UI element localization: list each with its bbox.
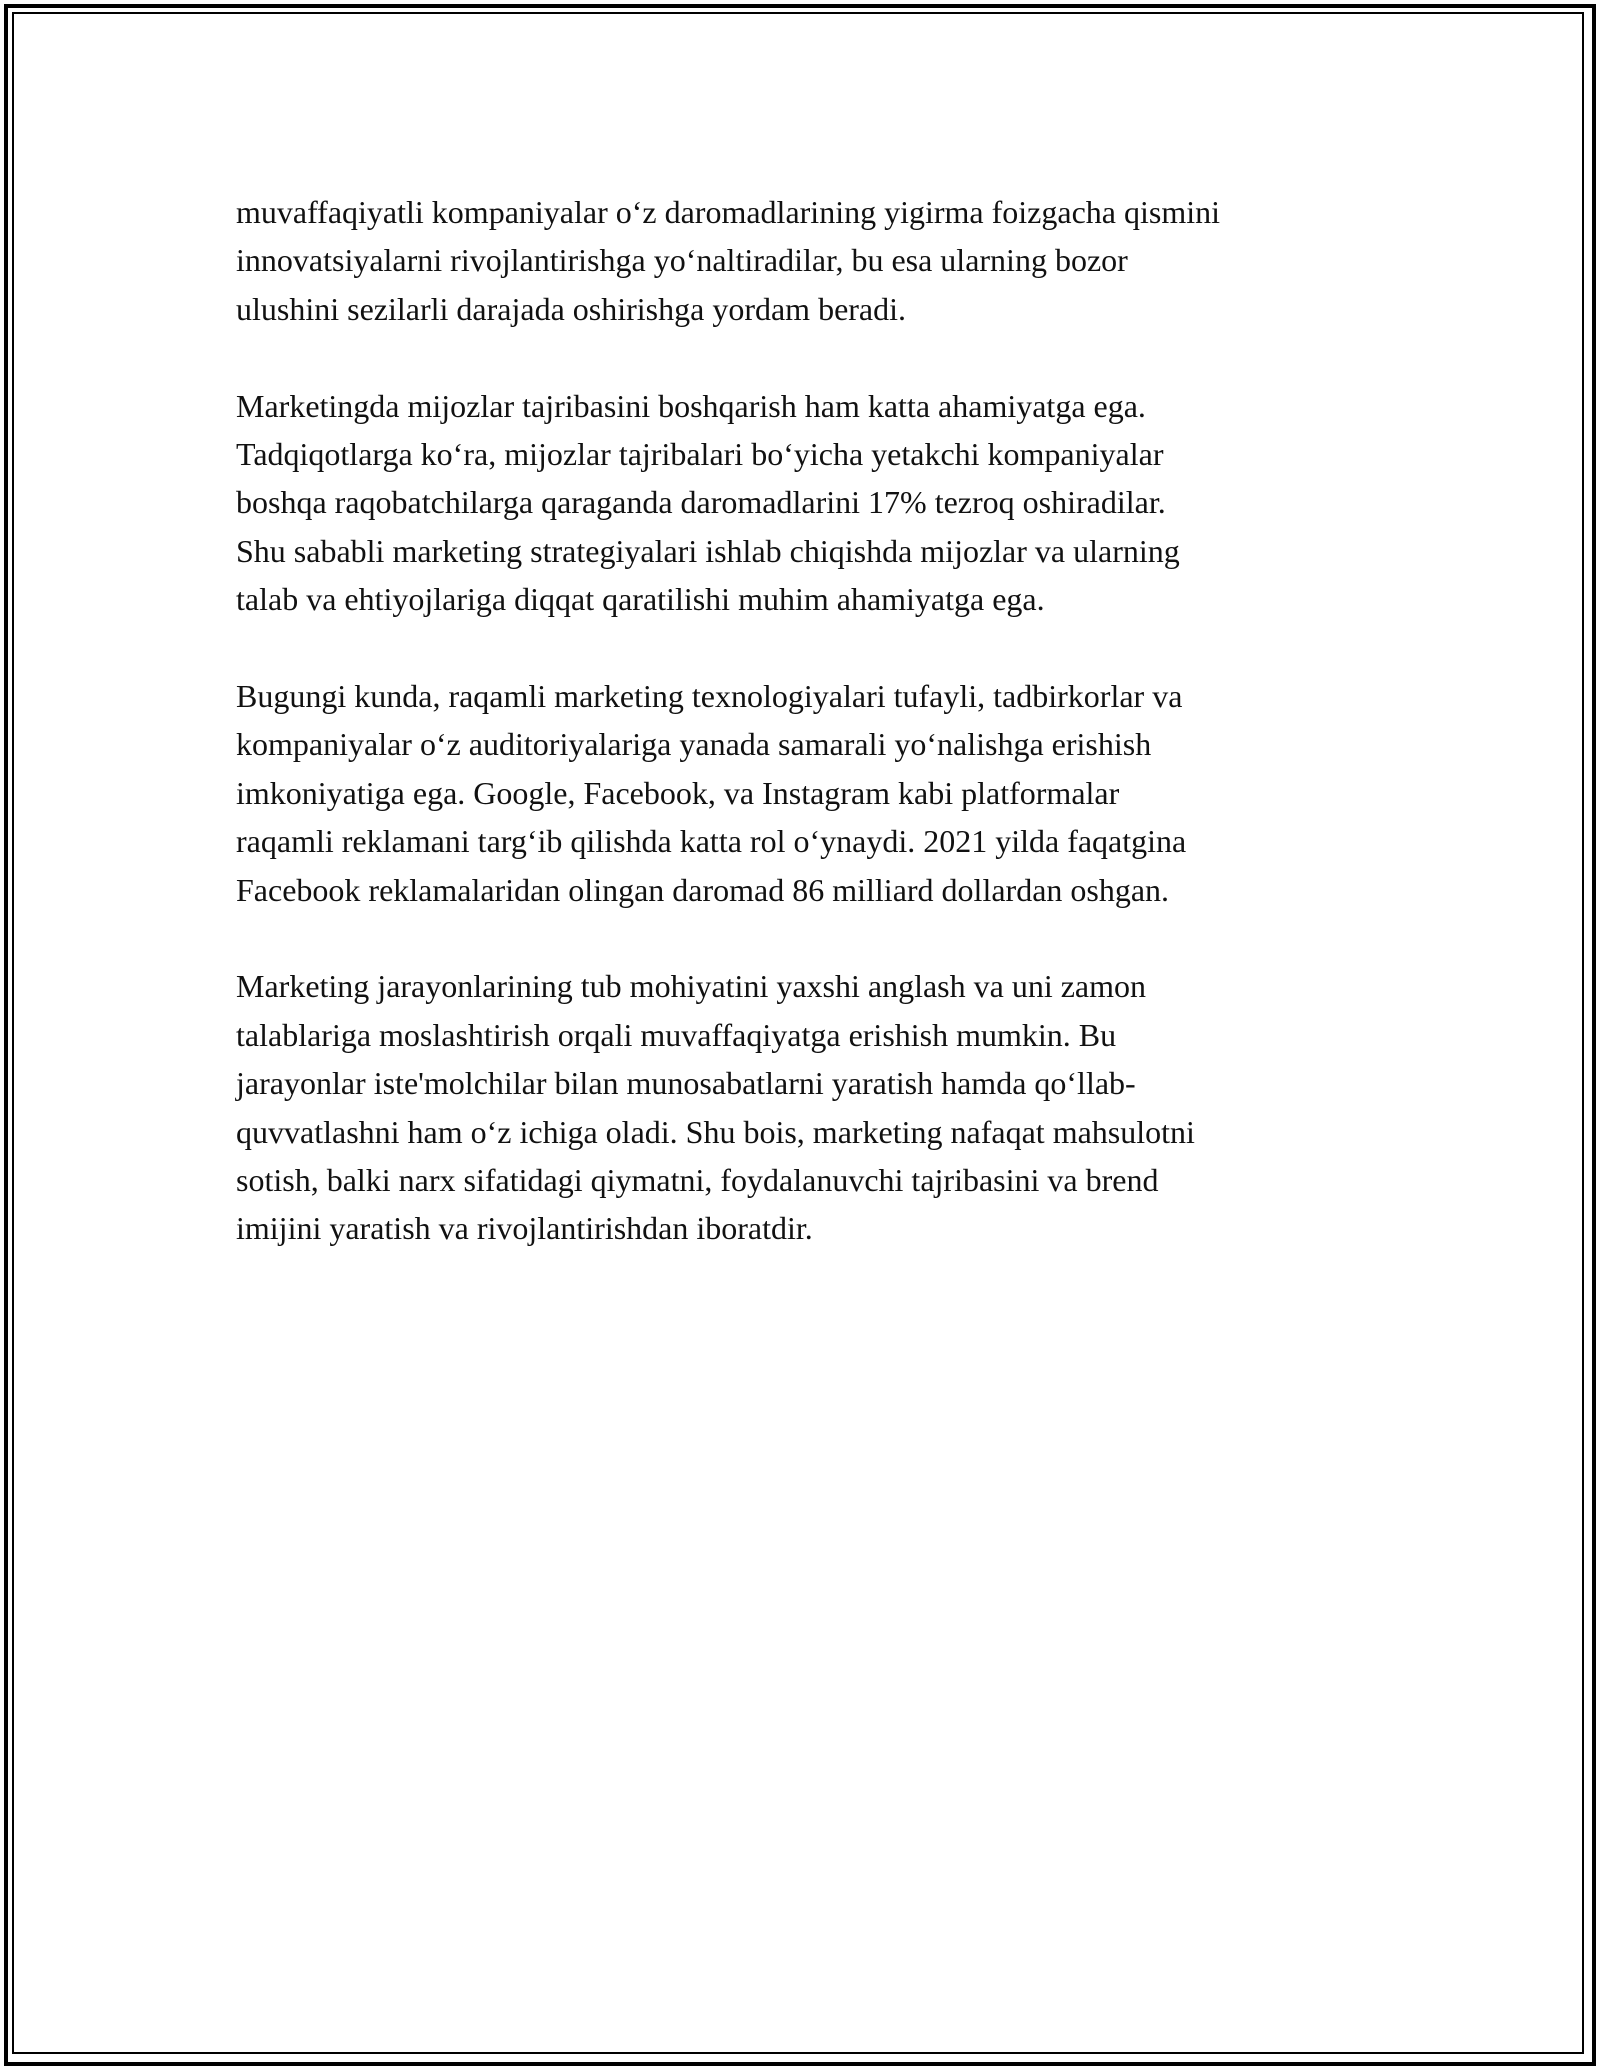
paragraph-4: Marketing jarayonlarining tub mohiyatini yaxshi anglash va uni zamon talablariga moslashtirish orqali muvaffaqiyatga erishish mumkin. Bu jarayonlar iste'molchilar bilan munosabatlarni yaratish hamda qo‘llab- quvvatlashni ham o‘z ichiga oladi. Shu bois, marketing nafaqat mahsulotni sotish, balki narx sifatidagi qiymatni, foydalanuvchi tajribasini va brend imijini yaratish va rivojlantirishdan iboratdir. <box>236 968 1195 1247</box>
paragraph-3: Bugungi kunda, raqamli marketing texnologiyalari tufayli, tadbirkorlar va kompaniyalar o‘z auditoriyalariga yanada samarali yo‘nalishga erishish imkoniyatiga ega. Google, Facebook, va Instagram kabi platformalar raqamli reklamani targ‘ib qilishda katta rol o‘ynaydi. 2021 yilda faqatgina Facebook reklamalaridan olingan daromad 86 milliard dollardan oshgan. <box>236 678 1187 908</box>
paragraph-1: muvaffaqiyatli kompaniyalar o‘z daromadlarining yigirma foizgacha qismini innovatsiyalarni rivojlantirishga yo‘naltiradilar, bu esa ularning bozor ulushini sezilarli darajada oshirishga yordam beradi. <box>236 194 1220 327</box>
paragraph-2: Marketingda mijozlar tajribasini boshqarish ham katta ahamiyatga ega. Tadqiqotlarga ko‘ra, mijozlar tajribalari bo‘yicha yetakchi kompaniyalar boshqa raqobatchilarga qaraganda daromadlarini 17% tezroq oshiradilar. Shu sababli marketing strategiyalari ishlab chiqishda mijozlar va ularning talab va ehtiyojlariga diqqat qaratilishi muhim ahamiyatga ega. <box>236 387 1180 618</box>
document-body <box>236 188 1396 1301</box>
